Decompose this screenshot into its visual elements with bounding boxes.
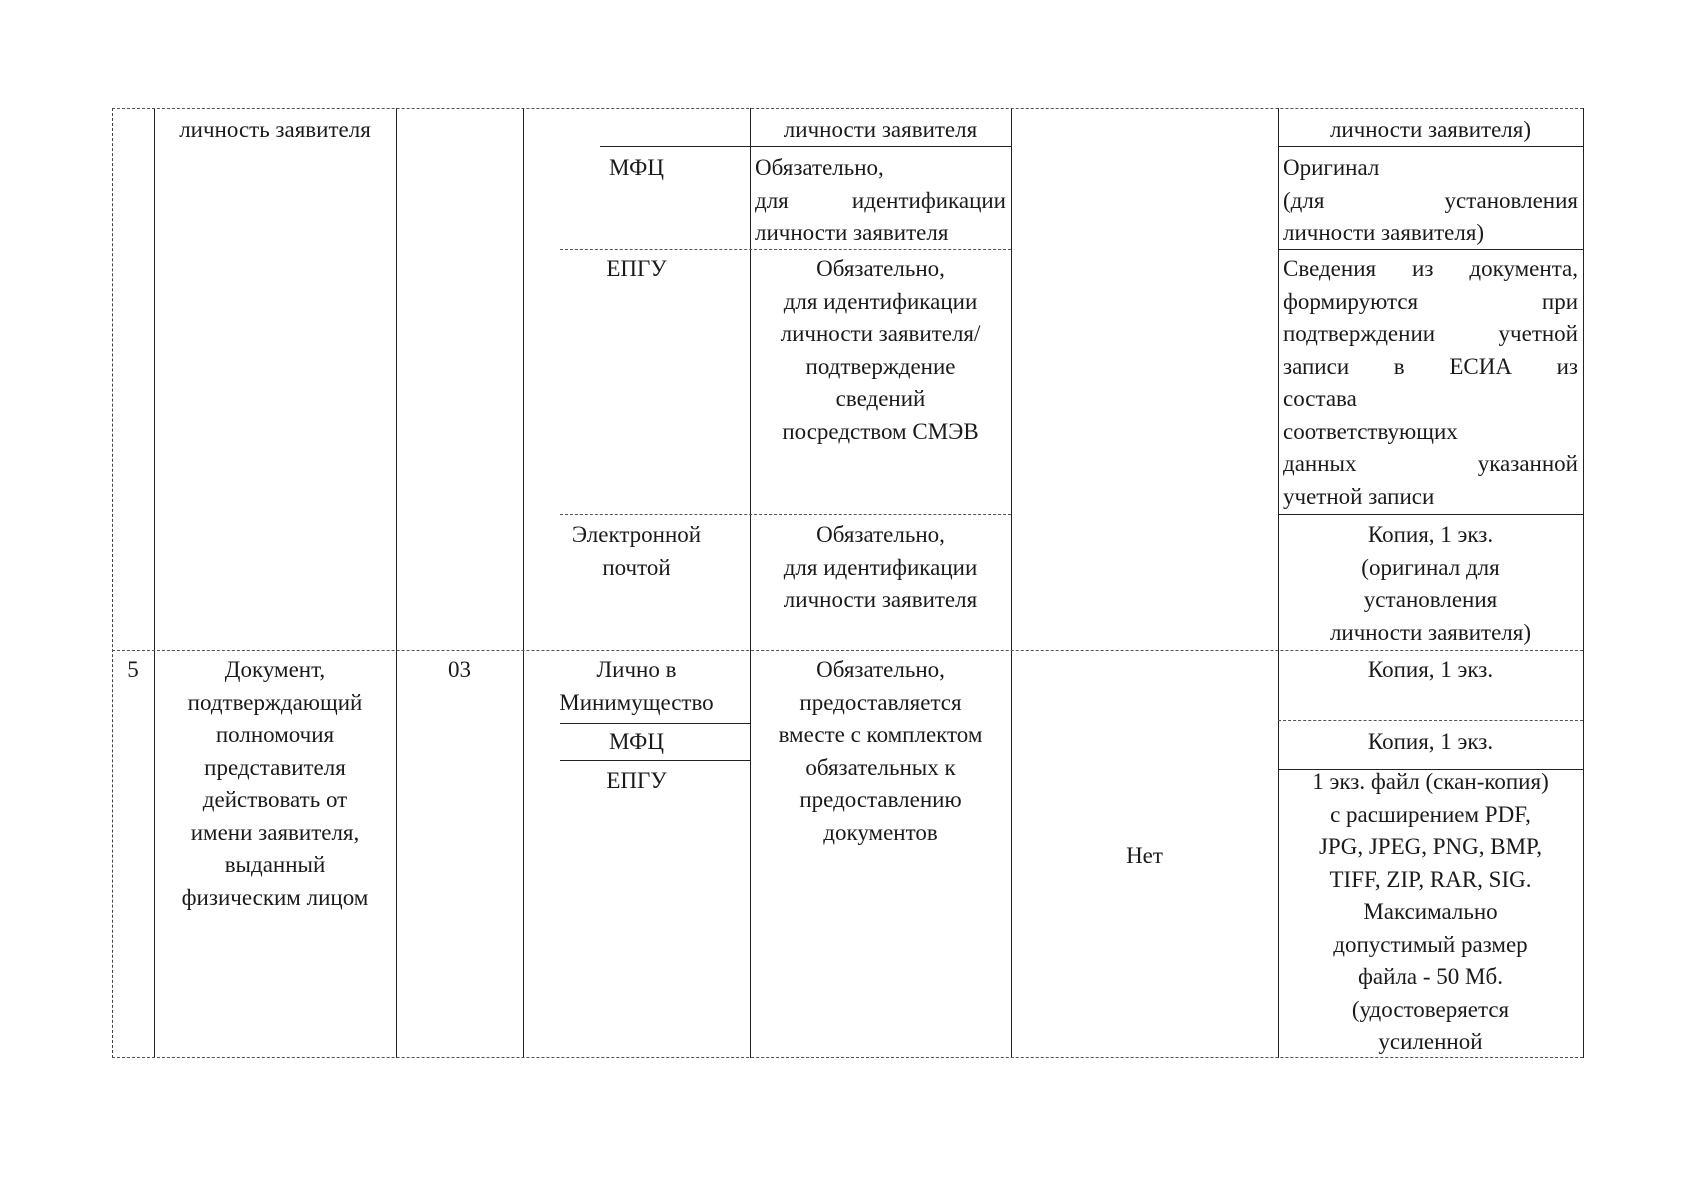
cell-text-line: усиленной (1378, 1029, 1483, 1054)
column-divider (154, 108, 155, 1058)
cell-text-line: 03 (448, 657, 471, 682)
cell-text-line: личности заявителя (783, 587, 978, 612)
table-cell-r5-req (755, 654, 1006, 849)
cell-text-line: сведений (835, 386, 926, 411)
cell-text-line: Максимально (1363, 899, 1498, 924)
cell-text-line: почтой (602, 554, 671, 580)
cell-text-line: представителя (204, 754, 346, 780)
cell-text-line: Обязательно, (816, 522, 945, 547)
cell-text-line: Нет (1126, 843, 1163, 868)
row-divider (1278, 720, 1583, 721)
table-cell-r4-email-ch (528, 519, 745, 584)
cell-text-line: формируются при (1283, 288, 1578, 314)
cell-text-line: состава (1283, 386, 1357, 411)
cell-text-line: 1 экз. файл (скан-копия) (1312, 769, 1549, 794)
cell-text-line: данных указанной (1283, 451, 1578, 476)
cell-text-line: МФЦ (609, 729, 664, 754)
cell-text-line: 5 (127, 657, 139, 682)
cell-text-line: соответствующих (1283, 418, 1458, 444)
table-cell-r4-epgu-req (755, 253, 1006, 448)
table-cell-r5-code (401, 654, 518, 687)
cell-text-line: Копия, 1 экз. (1367, 522, 1494, 547)
cell-text-line: учетной записи (1283, 483, 1435, 509)
cell-text-line: документов (823, 819, 938, 845)
cell-text-line: полномочия (215, 722, 335, 747)
column-divider (1278, 108, 1279, 1058)
cell-text-line: (оригинал для (1361, 554, 1500, 580)
cell-text-line: ЕПГУ (606, 768, 667, 793)
cell-text-line: записи в ЕСИА из (1283, 353, 1578, 379)
cell-text-line: (удостоверяется (1351, 996, 1510, 1022)
cell-text-line: Копия, 1 экз. (1367, 729, 1494, 754)
table-cell-r4-email-req (755, 519, 1006, 617)
cell-text-line: (для установления (1283, 187, 1578, 213)
cell-text-line: JPG, JPEG, PNG, BMP, (1318, 834, 1543, 859)
table-cell-r5-doc (159, 654, 391, 914)
cell-text-line: МФЦ (609, 155, 664, 180)
cell-text-line: личности заявителя) (1283, 220, 1485, 245)
row-divider (1278, 514, 1583, 515)
table-top-line (112, 108, 1583, 109)
cell-text-line: Сведения из документа, (1283, 256, 1578, 281)
table-cell-r4-req-top (755, 114, 1006, 147)
cell-text-line: предоставляется (799, 689, 962, 715)
table-cell-r4-epgu-form (1283, 253, 1578, 513)
table-cell-r4-email-form (1283, 519, 1578, 649)
cell-text-line: посредством СМЭВ (782, 418, 979, 444)
cell-text-line: TIFF, ZIP, RAR, SIG. (1329, 866, 1532, 892)
table-cell-r4-mfc-form (1283, 152, 1578, 250)
cell-text-line: ЕПГУ (606, 256, 667, 281)
table-border-left (112, 108, 113, 1058)
cell-text-line: допустимый размер (1333, 931, 1528, 957)
table-cell-r4-doc (159, 114, 391, 147)
cell-text-line: Оригинал (1283, 155, 1380, 180)
column-divider (750, 108, 751, 1058)
column-divider (396, 108, 397, 1058)
cell-text-line: личности заявителя (783, 117, 978, 142)
cell-text-line: Обязательно, (816, 256, 945, 281)
cell-text-line: выданный (224, 852, 326, 877)
cell-text-line: файла - 50 Мб. (1358, 964, 1503, 989)
table-cell-r5-form3 (1283, 766, 1578, 1059)
table-cell-r5-form2 (1283, 726, 1578, 759)
cell-text-line: физическим лицом (181, 884, 369, 910)
row-divider (560, 514, 1011, 515)
cell-text-line: личность заявителя (179, 117, 371, 142)
cell-text-line: подтверждающий (187, 689, 363, 715)
column-divider (523, 108, 524, 1058)
cell-text-line: Обязательно, (755, 155, 884, 180)
cell-text-line: подтверждение (805, 353, 956, 379)
cell-text-line: с расширением PDF, (1330, 801, 1531, 827)
cell-text-line: предоставлению (799, 787, 962, 812)
table-cell-r4-form-top (1283, 114, 1578, 147)
table-cell-r4-mfc-ch (528, 152, 745, 185)
cell-text-line: для идентификации (783, 288, 978, 314)
cell-text-line: вместе с комплектом (778, 722, 983, 747)
cell-text-line: Обязательно, (816, 657, 945, 682)
table-cell-r4-mfc-req (755, 152, 1006, 250)
cell-text-line: Электронной (571, 522, 702, 547)
cell-text-line: обязательных к (805, 754, 956, 780)
cell-text-line: имени заявителя, (190, 819, 360, 845)
table-cell-r5-ch1 (528, 654, 745, 719)
cell-text-line: действовать от (202, 787, 348, 812)
table-cell-r5-num (117, 654, 149, 687)
cell-text-line: установления (1363, 587, 1498, 612)
cell-text-line: Лично в (596, 657, 677, 682)
cell-text-line: личности заявителя (755, 220, 949, 245)
cell-text-line: для идентификации (783, 554, 978, 580)
table-cell-r5-cond (1016, 840, 1273, 873)
row-divider (560, 760, 750, 761)
cell-text-line: Копия, 1 экз. (1367, 657, 1494, 682)
column-divider (1011, 108, 1012, 1058)
cell-text-line: подтверждении учетной (1283, 321, 1578, 346)
table-cell-r5-ch2 (528, 726, 745, 759)
table-cell-r5-ch3 (528, 765, 745, 798)
table-cell-r4-epgu-ch (528, 253, 745, 286)
cell-text-line: личности заявителя) (1329, 619, 1532, 645)
cell-text-line: для идентификации (755, 187, 1006, 213)
table-cell-r5-form1 (1283, 654, 1578, 687)
cell-text-line: личности заявителя/ (780, 321, 981, 346)
row-divider (112, 650, 1583, 651)
cell-text-line: личности заявителя) (1329, 117, 1532, 142)
cell-text-line: Документ, (224, 657, 326, 682)
row-divider (560, 723, 750, 724)
table-border-right (1583, 108, 1584, 1058)
cell-text-line: Минимущество (559, 689, 714, 715)
